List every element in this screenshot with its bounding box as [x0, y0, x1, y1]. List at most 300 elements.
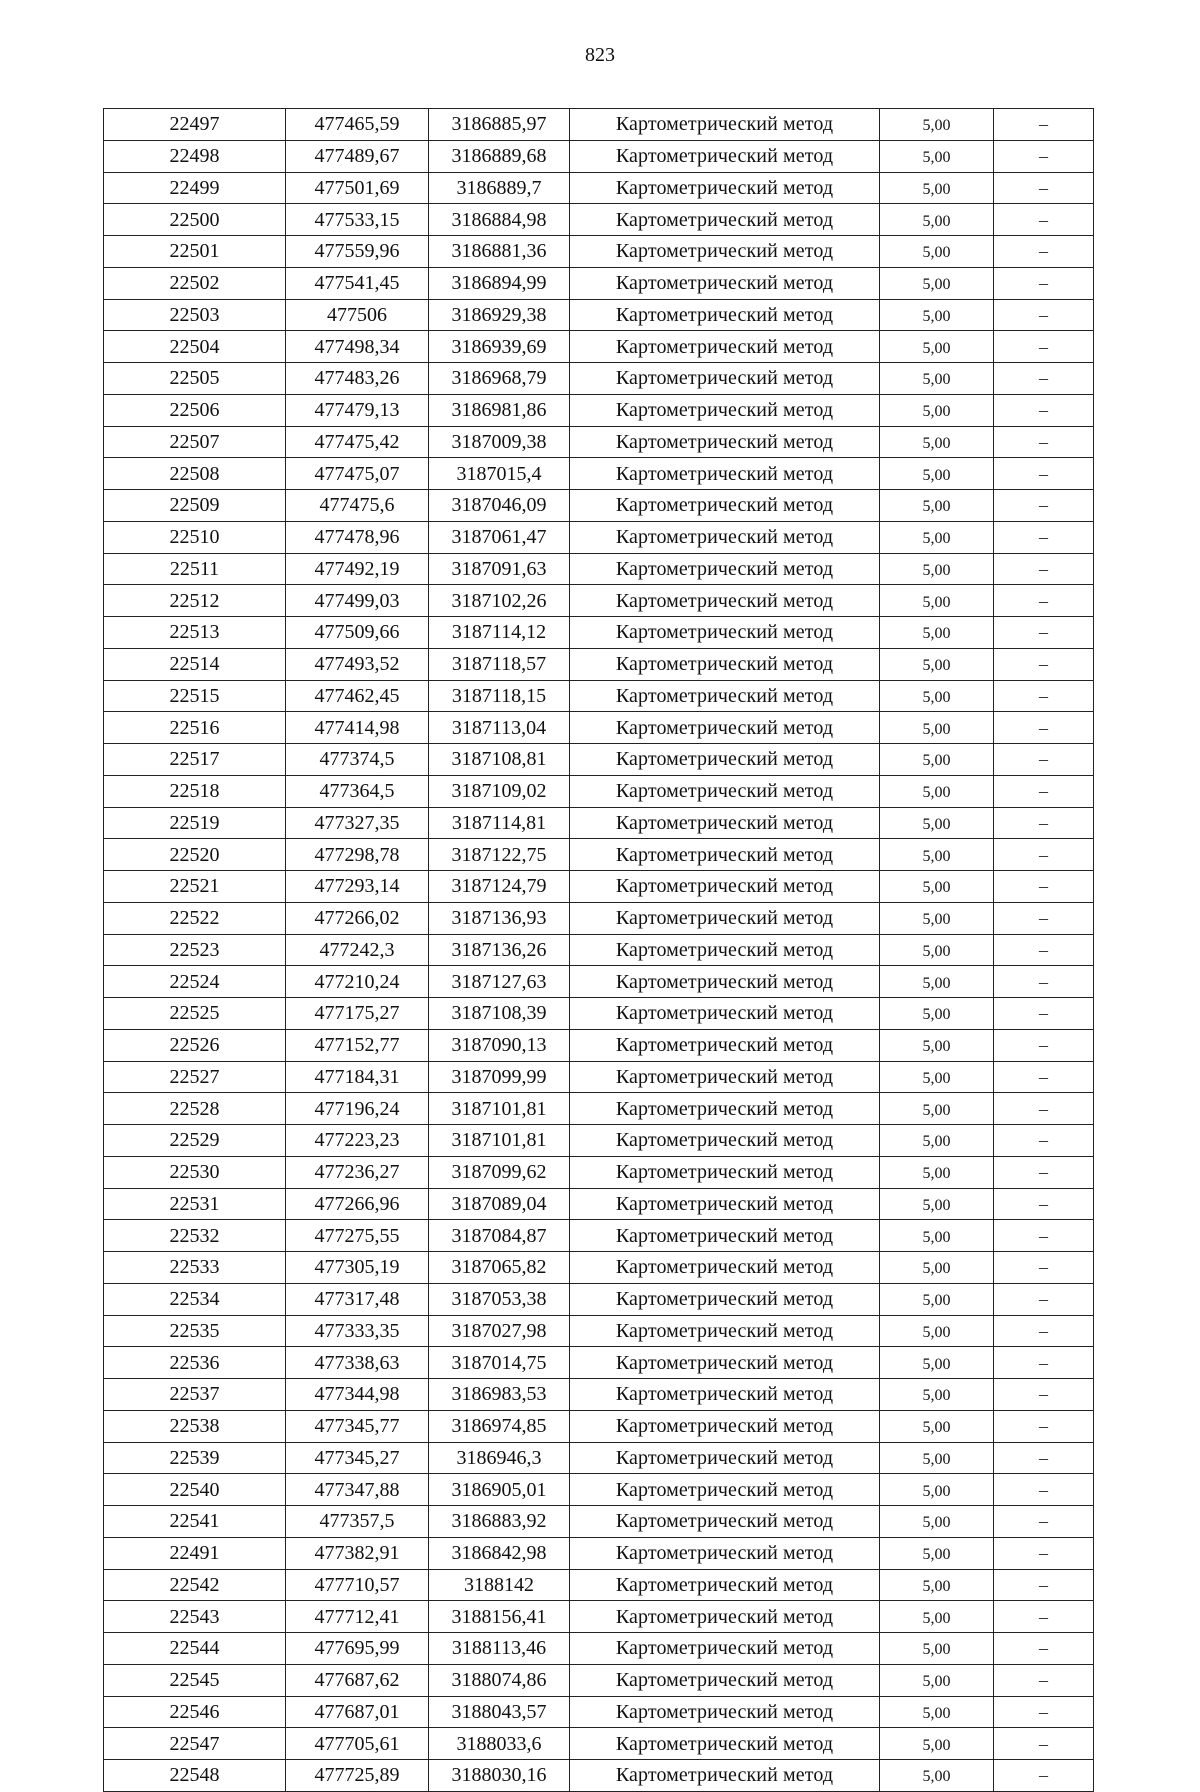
table-row: [104, 1474, 1094, 1506]
point-number-cell: 22514: [104, 648, 286, 680]
method-cell: Картометрический метод: [570, 839, 880, 871]
point-number-cell: 22529: [104, 1125, 286, 1157]
accuracy-cell: 5,00: [880, 680, 994, 712]
table-row: [104, 680, 1094, 712]
accuracy-cell: 5,00: [880, 1156, 994, 1188]
accuracy-cell: 5,00: [880, 172, 994, 204]
method-cell: Картометрический метод: [570, 902, 880, 934]
x-coordinate-cell: 477305,19: [286, 1252, 429, 1284]
point-number-cell: 22532: [104, 1220, 286, 1252]
accuracy-cell: 5,00: [880, 585, 994, 617]
x-coordinate-cell: 477710,57: [286, 1569, 429, 1601]
method-cell: Картометрический метод: [570, 1633, 880, 1665]
method-cell: Картометрический метод: [570, 1188, 880, 1220]
x-coordinate-cell: 477364,5: [286, 775, 429, 807]
table-row: [104, 236, 1094, 268]
x-coordinate-cell: 477712,41: [286, 1601, 429, 1633]
x-coordinate-cell: 477266,96: [286, 1188, 429, 1220]
method-cell: Картометрический метод: [570, 394, 880, 426]
x-coordinate-cell: 477695,99: [286, 1633, 429, 1665]
note-cell: –: [994, 172, 1094, 204]
point-number-cell: 22535: [104, 1315, 286, 1347]
method-cell: Картометрический метод: [570, 1029, 880, 1061]
note-cell: –: [994, 1315, 1094, 1347]
y-coordinate-cell: 3187091,63: [429, 553, 570, 585]
method-cell: Картометрический метод: [570, 934, 880, 966]
method-cell: Картометрический метод: [570, 1347, 880, 1379]
note-cell: –: [994, 1252, 1094, 1284]
x-coordinate-cell: 477333,35: [286, 1315, 429, 1347]
accuracy-cell: 5,00: [880, 902, 994, 934]
note-cell: –: [994, 458, 1094, 490]
accuracy-cell: 5,00: [880, 1633, 994, 1665]
y-coordinate-cell: 3188033,6: [429, 1728, 570, 1760]
method-cell: Картометрический метод: [570, 331, 880, 363]
x-coordinate-cell: 477705,61: [286, 1728, 429, 1760]
note-cell: –: [994, 331, 1094, 363]
method-cell: Картометрический метод: [570, 1442, 880, 1474]
accuracy-cell: 5,00: [880, 648, 994, 680]
method-cell: Картометрический метод: [570, 1252, 880, 1284]
x-coordinate-cell: 477725,89: [286, 1760, 429, 1792]
method-cell: Картометрический метод: [570, 1537, 880, 1569]
table-row: [104, 363, 1094, 395]
table-row: [104, 1061, 1094, 1093]
point-number-cell: 22522: [104, 902, 286, 934]
table-row: [104, 299, 1094, 331]
table-row: [104, 521, 1094, 553]
table-row: [104, 966, 1094, 998]
x-coordinate-cell: 477541,45: [286, 267, 429, 299]
method-cell: Картометрический метод: [570, 426, 880, 458]
x-coordinate-cell: 477559,96: [286, 236, 429, 268]
x-coordinate-cell: 477479,13: [286, 394, 429, 426]
method-cell: Картометрический метод: [570, 140, 880, 172]
note-cell: –: [994, 1506, 1094, 1538]
table-row: [104, 1760, 1094, 1792]
method-cell: Картометрический метод: [570, 1410, 880, 1442]
note-cell: –: [994, 1410, 1094, 1442]
table-row: [104, 140, 1094, 172]
accuracy-cell: 5,00: [880, 1506, 994, 1538]
table-row: [104, 1569, 1094, 1601]
point-number-cell: 22533: [104, 1252, 286, 1284]
x-coordinate-cell: 477152,77: [286, 1029, 429, 1061]
accuracy-cell: 5,00: [880, 1696, 994, 1728]
point-number-cell: 22507: [104, 426, 286, 458]
note-cell: –: [994, 902, 1094, 934]
x-coordinate-cell: 477184,31: [286, 1061, 429, 1093]
y-coordinate-cell: 3187108,39: [429, 998, 570, 1030]
table-row: [104, 998, 1094, 1030]
accuracy-cell: 5,00: [880, 807, 994, 839]
method-cell: Картометрический метод: [570, 236, 880, 268]
x-coordinate-cell: 477462,45: [286, 680, 429, 712]
y-coordinate-cell: 3186946,3: [429, 1442, 570, 1474]
method-cell: Картометрический метод: [570, 1601, 880, 1633]
note-cell: –: [994, 236, 1094, 268]
note-cell: –: [994, 966, 1094, 998]
note-cell: –: [994, 426, 1094, 458]
x-coordinate-cell: 477506: [286, 299, 429, 331]
y-coordinate-cell: 3188074,86: [429, 1664, 570, 1696]
accuracy-cell: 5,00: [880, 998, 994, 1030]
x-coordinate-cell: 477210,24: [286, 966, 429, 998]
point-number-cell: 22531: [104, 1188, 286, 1220]
accuracy-cell: 5,00: [880, 1347, 994, 1379]
x-coordinate-cell: 477345,77: [286, 1410, 429, 1442]
accuracy-cell: 5,00: [880, 331, 994, 363]
table-row: [104, 204, 1094, 236]
table-row: [104, 1252, 1094, 1284]
point-number-cell: 22491: [104, 1537, 286, 1569]
table-row: [104, 807, 1094, 839]
method-cell: Картометрический метод: [570, 490, 880, 522]
point-number-cell: 22504: [104, 331, 286, 363]
table-row: [104, 394, 1094, 426]
method-cell: Картометрический метод: [570, 744, 880, 776]
method-cell: Картометрический метод: [570, 871, 880, 903]
accuracy-cell: 5,00: [880, 140, 994, 172]
note-cell: –: [994, 871, 1094, 903]
x-coordinate-cell: 477344,98: [286, 1379, 429, 1411]
table-row: [104, 1664, 1094, 1696]
method-cell: Картометрический метод: [570, 712, 880, 744]
note-cell: –: [994, 775, 1094, 807]
y-coordinate-cell: 3187101,81: [429, 1093, 570, 1125]
table-row: [104, 553, 1094, 585]
table-row: [104, 331, 1094, 363]
method-cell: Картометрический метод: [570, 363, 880, 395]
y-coordinate-cell: 3187065,82: [429, 1252, 570, 1284]
note-cell: –: [994, 1093, 1094, 1125]
accuracy-cell: 5,00: [880, 299, 994, 331]
table-row: [104, 744, 1094, 776]
accuracy-cell: 5,00: [880, 236, 994, 268]
accuracy-cell: 5,00: [880, 553, 994, 585]
x-coordinate-cell: 477298,78: [286, 839, 429, 871]
y-coordinate-cell: 3186939,69: [429, 331, 570, 363]
table-row: [104, 1728, 1094, 1760]
y-coordinate-cell: 3188030,16: [429, 1760, 570, 1792]
accuracy-cell: 5,00: [880, 1093, 994, 1125]
note-cell: –: [994, 267, 1094, 299]
table-row: [104, 1093, 1094, 1125]
table-row: [104, 871, 1094, 903]
point-number-cell: 22519: [104, 807, 286, 839]
x-coordinate-cell: 477489,67: [286, 140, 429, 172]
accuracy-cell: 5,00: [880, 1061, 994, 1093]
y-coordinate-cell: 3187136,26: [429, 934, 570, 966]
y-coordinate-cell: 3187053,38: [429, 1283, 570, 1315]
table-row: [104, 775, 1094, 807]
note-cell: –: [994, 1601, 1094, 1633]
table-row: [104, 1029, 1094, 1061]
accuracy-cell: 5,00: [880, 1537, 994, 1569]
table-row: [104, 267, 1094, 299]
accuracy-cell: 5,00: [880, 109, 994, 141]
method-cell: Картометрический метод: [570, 1569, 880, 1601]
x-coordinate-cell: 477465,59: [286, 109, 429, 141]
method-cell: Картометрический метод: [570, 109, 880, 141]
x-coordinate-cell: 477327,35: [286, 807, 429, 839]
y-coordinate-cell: 3187102,26: [429, 585, 570, 617]
method-cell: Картометрический метод: [570, 553, 880, 585]
method-cell: Картометрический метод: [570, 1093, 880, 1125]
method-cell: Картометрический метод: [570, 1506, 880, 1538]
y-coordinate-cell: 3186881,36: [429, 236, 570, 268]
x-coordinate-cell: 477347,88: [286, 1474, 429, 1506]
note-cell: –: [994, 1569, 1094, 1601]
y-coordinate-cell: 3187015,4: [429, 458, 570, 490]
table-row: [104, 1156, 1094, 1188]
y-coordinate-cell: 3188142: [429, 1569, 570, 1601]
method-cell: Картометрический метод: [570, 1283, 880, 1315]
note-cell: –: [994, 1347, 1094, 1379]
method-cell: Картометрический метод: [570, 267, 880, 299]
y-coordinate-cell: 3187109,02: [429, 775, 570, 807]
x-coordinate-cell: 477493,52: [286, 648, 429, 680]
x-coordinate-cell: 477475,07: [286, 458, 429, 490]
y-coordinate-cell: 3187118,57: [429, 648, 570, 680]
point-number-cell: 22498: [104, 140, 286, 172]
note-cell: –: [994, 1728, 1094, 1760]
note-cell: –: [994, 998, 1094, 1030]
point-number-cell: 22524: [104, 966, 286, 998]
method-cell: Картометрический метод: [570, 1220, 880, 1252]
table-row: [104, 109, 1094, 141]
y-coordinate-cell: 3187124,79: [429, 871, 570, 903]
accuracy-cell: 5,00: [880, 1315, 994, 1347]
point-number-cell: 22526: [104, 1029, 286, 1061]
point-number-cell: 22511: [104, 553, 286, 585]
table-row: [104, 1283, 1094, 1315]
accuracy-cell: 5,00: [880, 363, 994, 395]
method-cell: Картометрический метод: [570, 521, 880, 553]
y-coordinate-cell: 3186968,79: [429, 363, 570, 395]
method-cell: Картометрический метод: [570, 807, 880, 839]
method-cell: Картометрический метод: [570, 617, 880, 649]
point-number-cell: 22525: [104, 998, 286, 1030]
note-cell: –: [994, 680, 1094, 712]
method-cell: Картометрический метод: [570, 1664, 880, 1696]
method-cell: Картометрический метод: [570, 1315, 880, 1347]
point-number-cell: 22502: [104, 267, 286, 299]
note-cell: –: [994, 394, 1094, 426]
note-cell: –: [994, 1664, 1094, 1696]
x-coordinate-cell: 477374,5: [286, 744, 429, 776]
note-cell: –: [994, 1760, 1094, 1792]
accuracy-cell: 5,00: [880, 1379, 994, 1411]
point-number-cell: 22530: [104, 1156, 286, 1188]
note-cell: –: [994, 807, 1094, 839]
point-number-cell: 22547: [104, 1728, 286, 1760]
x-coordinate-cell: 477492,19: [286, 553, 429, 585]
y-coordinate-cell: 3186889,68: [429, 140, 570, 172]
accuracy-cell: 5,00: [880, 204, 994, 236]
table-body: [104, 109, 1094, 1792]
accuracy-cell: 5,00: [880, 394, 994, 426]
x-coordinate-cell: 477266,02: [286, 902, 429, 934]
method-cell: Картометрический метод: [570, 204, 880, 236]
x-coordinate-cell: 477478,96: [286, 521, 429, 553]
x-coordinate-cell: 477687,62: [286, 1664, 429, 1696]
point-number-cell: 22546: [104, 1696, 286, 1728]
point-number-cell: 22523: [104, 934, 286, 966]
accuracy-cell: 5,00: [880, 1569, 994, 1601]
y-coordinate-cell: 3187061,47: [429, 521, 570, 553]
note-cell: –: [994, 1537, 1094, 1569]
page-number: 823: [585, 44, 615, 66]
coordinates-table: [103, 108, 1094, 1792]
y-coordinate-cell: 3186929,38: [429, 299, 570, 331]
method-cell: Картометрический метод: [570, 1125, 880, 1157]
point-number-cell: 22538: [104, 1410, 286, 1442]
y-coordinate-cell: 3187014,75: [429, 1347, 570, 1379]
accuracy-cell: 5,00: [880, 521, 994, 553]
table-row: [104, 1442, 1094, 1474]
y-coordinate-cell: 3187108,81: [429, 744, 570, 776]
point-number-cell: 22542: [104, 1569, 286, 1601]
point-number-cell: 22506: [104, 394, 286, 426]
x-coordinate-cell: 477499,03: [286, 585, 429, 617]
accuracy-cell: 5,00: [880, 1188, 994, 1220]
method-cell: Картометрический метод: [570, 299, 880, 331]
y-coordinate-cell: 3186885,97: [429, 109, 570, 141]
point-number-cell: 22512: [104, 585, 286, 617]
x-coordinate-cell: 477338,63: [286, 1347, 429, 1379]
x-coordinate-cell: 477687,01: [286, 1696, 429, 1728]
accuracy-cell: 5,00: [880, 839, 994, 871]
point-number-cell: 22548: [104, 1760, 286, 1792]
point-number-cell: 22534: [104, 1283, 286, 1315]
y-coordinate-cell: 3187090,13: [429, 1029, 570, 1061]
point-number-cell: 22528: [104, 1093, 286, 1125]
table-row: [104, 1537, 1094, 1569]
y-coordinate-cell: 3186974,85: [429, 1410, 570, 1442]
y-coordinate-cell: 3187127,63: [429, 966, 570, 998]
y-coordinate-cell: 3186983,53: [429, 1379, 570, 1411]
table-row: [104, 1410, 1094, 1442]
accuracy-cell: 5,00: [880, 1664, 994, 1696]
method-cell: Картометрический метод: [570, 1728, 880, 1760]
x-coordinate-cell: 477293,14: [286, 871, 429, 903]
method-cell: Картометрический метод: [570, 1379, 880, 1411]
point-number-cell: 22541: [104, 1506, 286, 1538]
table-row: [104, 1696, 1094, 1728]
note-cell: –: [994, 839, 1094, 871]
y-coordinate-cell: 3186981,86: [429, 394, 570, 426]
accuracy-cell: 5,00: [880, 458, 994, 490]
accuracy-cell: 5,00: [880, 775, 994, 807]
note-cell: –: [994, 553, 1094, 585]
accuracy-cell: 5,00: [880, 1760, 994, 1792]
point-number-cell: 22521: [104, 871, 286, 903]
point-number-cell: 22544: [104, 1633, 286, 1665]
method-cell: Картометрический метод: [570, 648, 880, 680]
note-cell: –: [994, 1220, 1094, 1252]
method-cell: Картометрический метод: [570, 1061, 880, 1093]
note-cell: –: [994, 1474, 1094, 1506]
x-coordinate-cell: 477317,48: [286, 1283, 429, 1315]
accuracy-cell: 5,00: [880, 1220, 994, 1252]
point-number-cell: 22501: [104, 236, 286, 268]
point-number-cell: 22497: [104, 109, 286, 141]
method-cell: Картометрический метод: [570, 966, 880, 998]
x-coordinate-cell: 477533,15: [286, 204, 429, 236]
note-cell: –: [994, 1696, 1094, 1728]
table-row: [104, 648, 1094, 680]
point-number-cell: 22518: [104, 775, 286, 807]
y-coordinate-cell: 3186883,92: [429, 1506, 570, 1538]
table-row: [104, 1125, 1094, 1157]
accuracy-cell: 5,00: [880, 744, 994, 776]
note-cell: –: [994, 1125, 1094, 1157]
y-coordinate-cell: 3187136,93: [429, 902, 570, 934]
accuracy-cell: 5,00: [880, 1728, 994, 1760]
y-coordinate-cell: 3186894,99: [429, 267, 570, 299]
point-number-cell: 22539: [104, 1442, 286, 1474]
table-row: [104, 1633, 1094, 1665]
method-cell: Картометрический метод: [570, 458, 880, 490]
point-number-cell: 22499: [104, 172, 286, 204]
point-number-cell: 22517: [104, 744, 286, 776]
accuracy-cell: 5,00: [880, 1442, 994, 1474]
x-coordinate-cell: 477475,42: [286, 426, 429, 458]
y-coordinate-cell: 3187046,09: [429, 490, 570, 522]
y-coordinate-cell: 3187089,04: [429, 1188, 570, 1220]
method-cell: Картометрический метод: [570, 1156, 880, 1188]
accuracy-cell: 5,00: [880, 712, 994, 744]
y-coordinate-cell: 3186889,7: [429, 172, 570, 204]
table-row: [104, 426, 1094, 458]
x-coordinate-cell: 477236,27: [286, 1156, 429, 1188]
note-cell: –: [994, 617, 1094, 649]
note-cell: –: [994, 1442, 1094, 1474]
point-number-cell: 22509: [104, 490, 286, 522]
note-cell: –: [994, 204, 1094, 236]
table-row: [104, 902, 1094, 934]
accuracy-cell: 5,00: [880, 267, 994, 299]
table-row: [104, 585, 1094, 617]
point-number-cell: 22520: [104, 839, 286, 871]
note-cell: –: [994, 934, 1094, 966]
note-cell: –: [994, 140, 1094, 172]
table-row: [104, 1506, 1094, 1538]
y-coordinate-cell: 3187101,81: [429, 1125, 570, 1157]
x-coordinate-cell: 477345,27: [286, 1442, 429, 1474]
accuracy-cell: 5,00: [880, 1283, 994, 1315]
y-coordinate-cell: 3187114,81: [429, 807, 570, 839]
table-row: [104, 490, 1094, 522]
table-row: [104, 934, 1094, 966]
point-number-cell: 22500: [104, 204, 286, 236]
y-coordinate-cell: 3188156,41: [429, 1601, 570, 1633]
accuracy-cell: 5,00: [880, 1125, 994, 1157]
note-cell: –: [994, 585, 1094, 617]
y-coordinate-cell: 3188043,57: [429, 1696, 570, 1728]
note-cell: –: [994, 521, 1094, 553]
y-coordinate-cell: 3186884,98: [429, 204, 570, 236]
point-number-cell: 22537: [104, 1379, 286, 1411]
table-row: [104, 839, 1094, 871]
table-row: [104, 1188, 1094, 1220]
note-cell: –: [994, 1188, 1094, 1220]
x-coordinate-cell: 477223,23: [286, 1125, 429, 1157]
note-cell: –: [994, 109, 1094, 141]
x-coordinate-cell: 477414,98: [286, 712, 429, 744]
note-cell: –: [994, 1029, 1094, 1061]
